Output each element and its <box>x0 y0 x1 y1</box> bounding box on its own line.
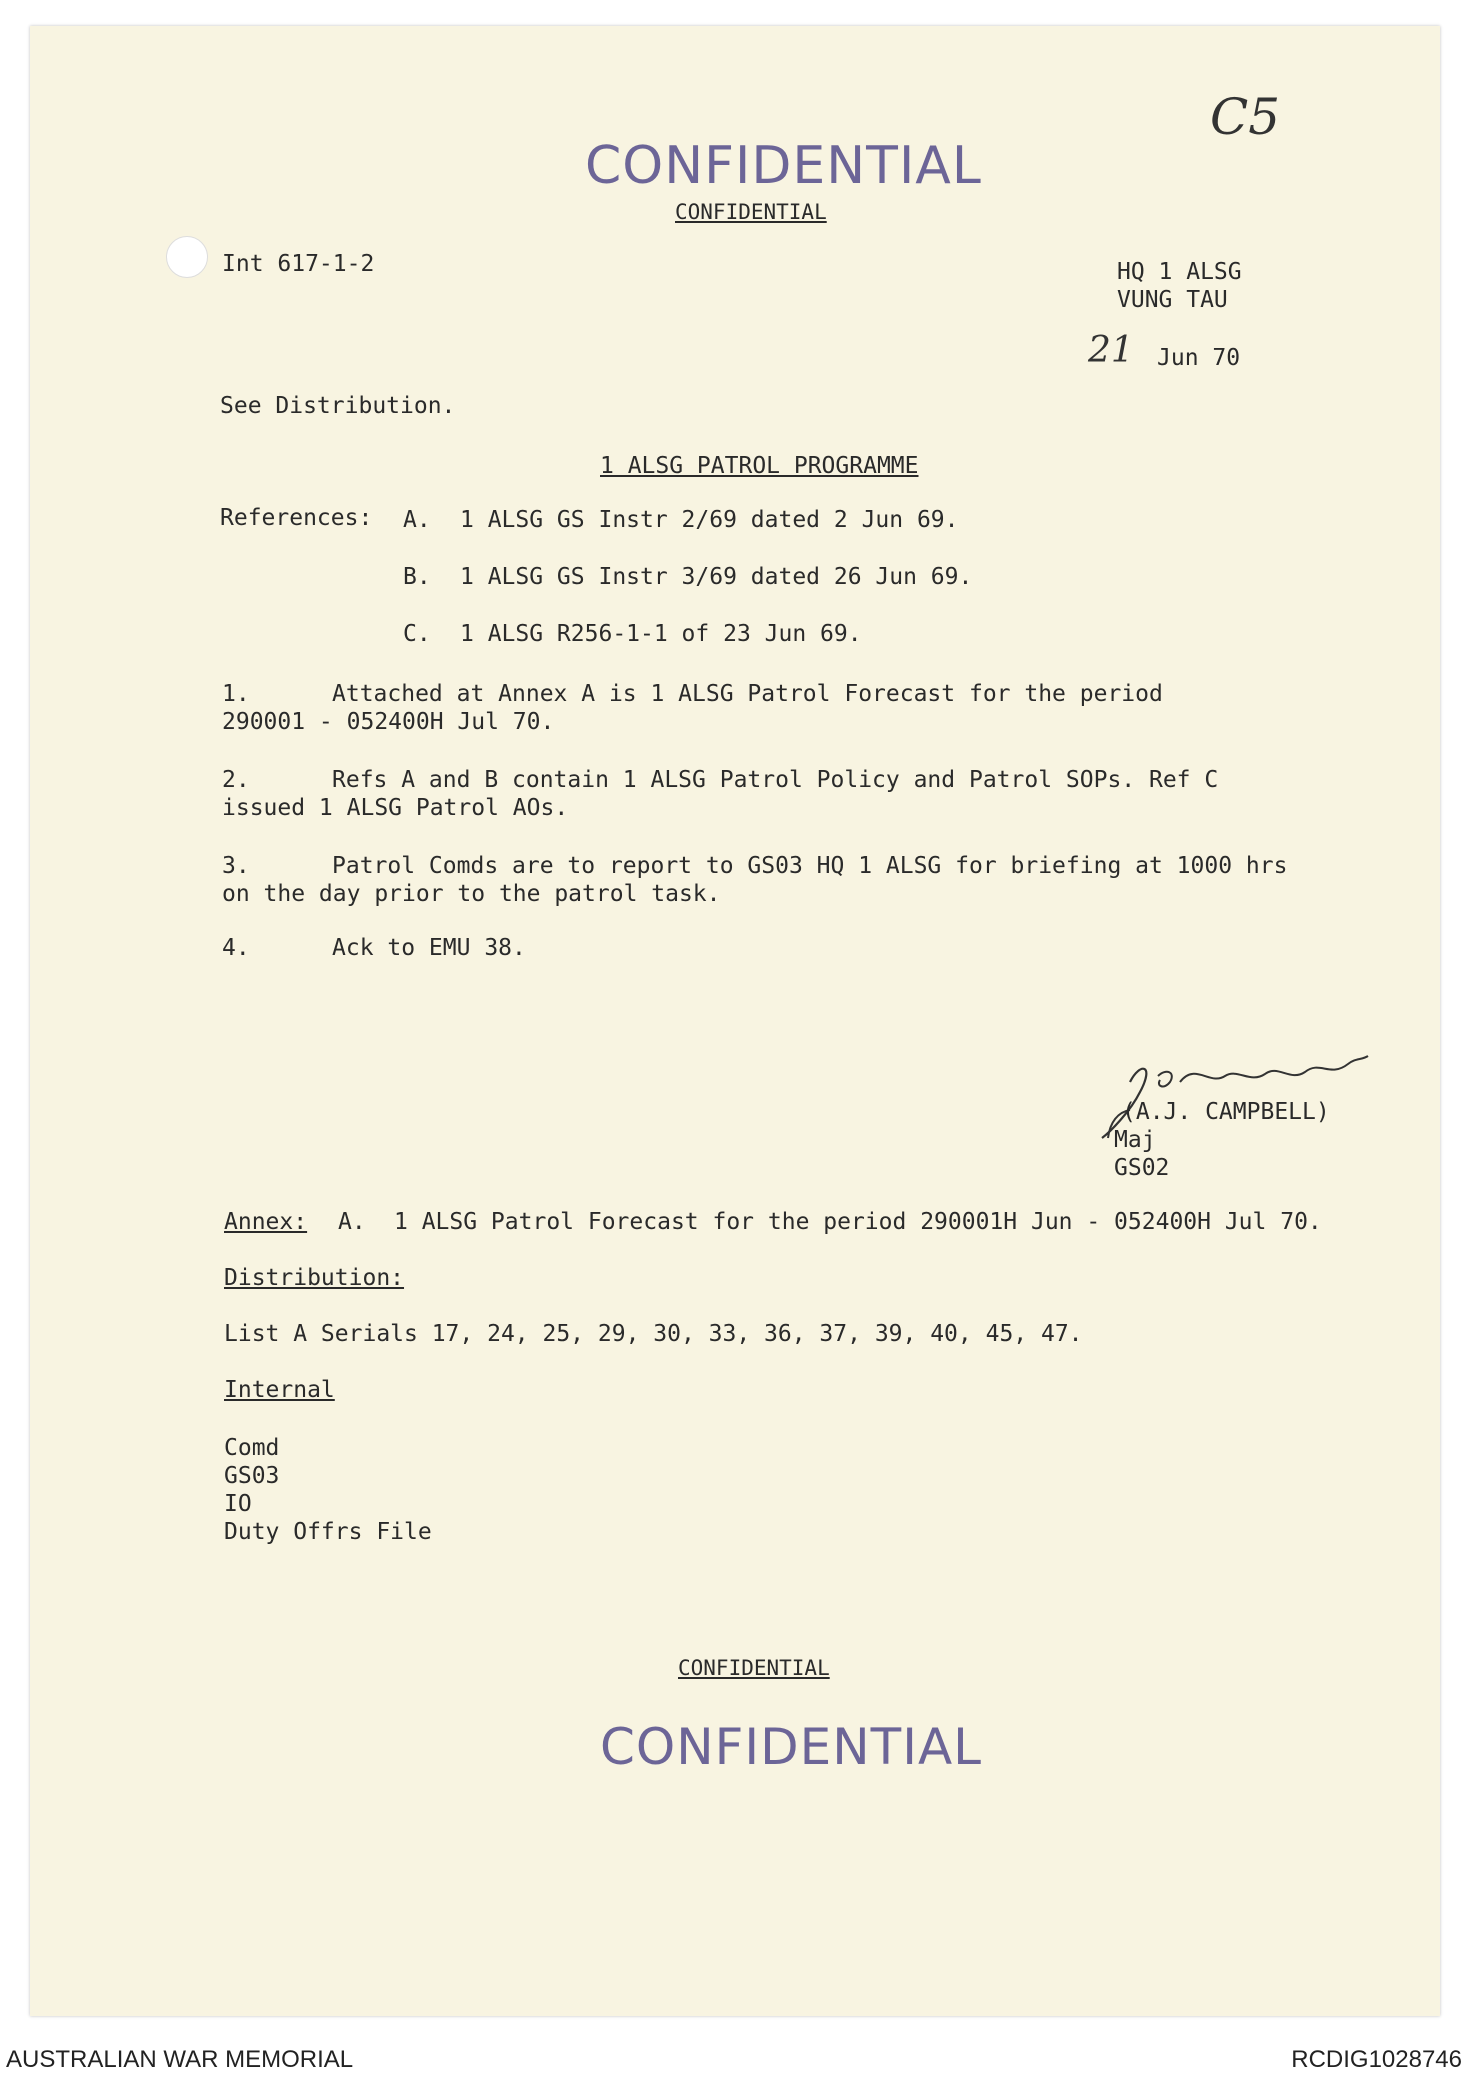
reference-text: 1 ALSG R256-1-1 of 23 Jun 69. <box>460 621 862 647</box>
reference-letter: C. <box>403 621 431 647</box>
internal-item: Duty Offrs File <box>224 1519 432 1545</box>
signatory-rank: Maj <box>1114 1127 1156 1153</box>
signatory-appointment: GS02 <box>1114 1155 1170 1181</box>
confidential-stamp-bottom: CONFIDENTIAL <box>600 1718 983 1776</box>
annex-text: 1 ALSG Patrol Forecast for the period 290001H Jun - 052400H Jul 70. <box>394 1209 1322 1235</box>
internal-item: GS03 <box>224 1463 280 1489</box>
internal-item: Comd <box>224 1435 280 1461</box>
references-label: References: <box>220 505 373 531</box>
document-title: 1 ALSG PATROL PROGRAMME <box>600 453 919 479</box>
hq-line-2: VUNG TAU <box>1117 287 1228 313</box>
footer-record-id: RCDIG1028746 <box>1291 2046 1462 2073</box>
punch-hole <box>166 236 208 278</box>
file-reference: Int 617-1-2 <box>222 251 375 277</box>
paragraph-line: issued 1 ALSG Patrol AOs. <box>222 795 569 821</box>
paragraph-number: 4. <box>222 935 250 961</box>
annex-label: Annex: <box>224 1209 308 1235</box>
paragraph-line: Patrol Comds are to report to GS03 HQ 1 ALSG for briefing at 1000 hrs <box>332 853 1288 879</box>
classification-bottom: CONFIDENTIAL <box>678 1656 830 1680</box>
paragraph-line: 290001 - 052400H Jul 70. <box>222 709 555 735</box>
internal-label: Internal <box>224 1377 335 1403</box>
paragraph-number: 2. <box>222 767 250 793</box>
signatory-name: (A.J. CAMPBELL) <box>1122 1099 1330 1125</box>
paragraph-line: Refs A and B contain 1 ALSG Patrol Policy and Patrol SOPs. Ref C <box>332 767 1219 793</box>
reference-letter: B. <box>403 564 431 590</box>
paragraph-line: Ack to EMU 38. <box>332 935 526 961</box>
reference-letter: A. <box>403 507 431 533</box>
reference-text: 1 ALSG GS Instr 3/69 dated 26 Jun 69. <box>460 564 973 590</box>
hq-line-1: HQ 1 ALSG <box>1117 259 1242 285</box>
date-month-year: Jun 70 <box>1157 345 1241 371</box>
annex-letter: A. <box>338 1209 366 1235</box>
paragraph-number: 3. <box>222 853 250 879</box>
footer-archive-name: AUSTRALIAN WAR MEMORIAL <box>6 2046 354 2073</box>
paragraph-number: 1. <box>222 681 250 707</box>
reference-text: 1 ALSG GS Instr 2/69 dated 2 Jun 69. <box>460 507 959 533</box>
paragraph-line: on the day prior to the patrol task. <box>222 881 721 907</box>
distribution-label: Distribution: <box>224 1265 405 1291</box>
handwritten-day: 21 <box>1088 330 1134 371</box>
confidential-stamp-top: CONFIDENTIAL <box>585 136 982 196</box>
addressee: See Distribution. <box>220 393 456 419</box>
document-sheet <box>30 26 1440 2016</box>
classification-top: CONFIDENTIAL <box>675 200 827 224</box>
paragraph-line: Attached at Annex A is 1 ALSG Patrol Forecast for the period <box>332 681 1163 707</box>
internal-item: IO <box>224 1491 252 1517</box>
distribution-list: List A Serials 17, 24, 25, 29, 30, 33, 36, 37, 39, 40, 45, 47. <box>224 1321 1083 1347</box>
handwritten-page-ref: C5 <box>1210 88 1281 146</box>
